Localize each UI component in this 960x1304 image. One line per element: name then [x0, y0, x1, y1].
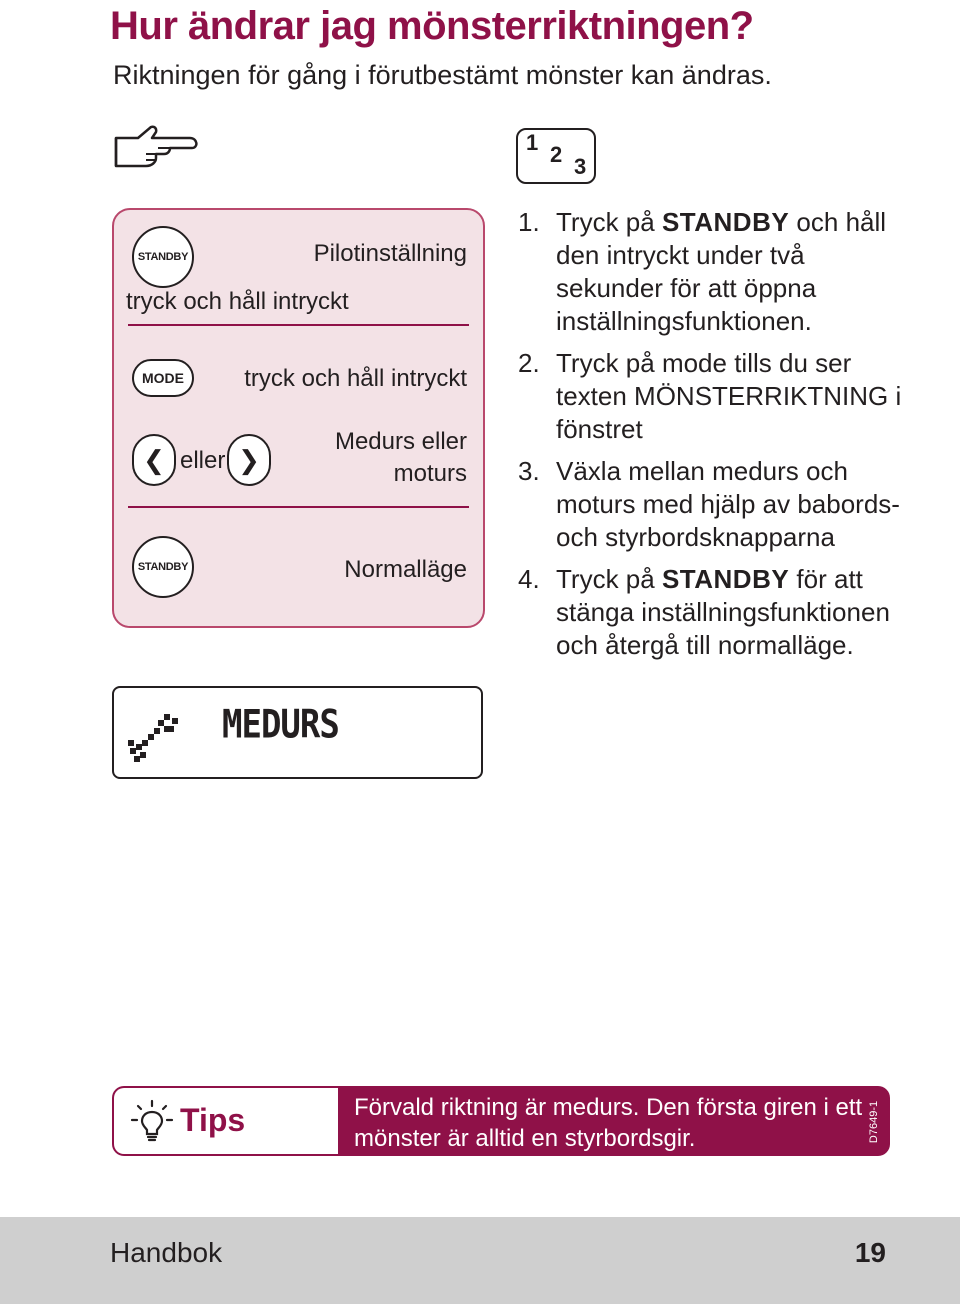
tips-header [114, 1088, 338, 1154]
page-subtitle: Riktningen för gång i förutbestämt mönster kan ändras. [113, 60, 772, 90]
tips-box [112, 1086, 890, 1156]
panel-divider-1 [128, 324, 469, 326]
standby-button-bottom[interactable]: STANDBY [132, 536, 194, 598]
tips-line: Förvald riktning är medurs. Den första giren i ett [354, 1094, 863, 1121]
page-title: Hur ändrar jag mönsterriktningen? [110, 4, 754, 48]
step-text: sekunder för att öppna [556, 273, 817, 303]
lcd-text: MEDURS [222, 702, 339, 748]
panel-divider-2 [128, 506, 469, 508]
steps-123-icon [516, 128, 596, 184]
page-footer [0, 1217, 960, 1304]
tips-line: mönster är alltid en styrbordsgir. [354, 1125, 696, 1152]
standby-button-top[interactable]: STANDBY [132, 226, 194, 288]
lightbulb-icon [130, 1098, 174, 1144]
standby-keyword: STANDBY [661, 564, 790, 594]
normal-mode-label: Normalläge [344, 556, 467, 583]
step-number: 4. [518, 564, 540, 594]
press-hold-label-1: tryck och håll intryckt [126, 288, 349, 315]
standby-keyword: STANDBY [661, 207, 790, 237]
starboard-arrow-button[interactable] [227, 434, 271, 486]
step-text: moturs med hjälp av babords- [556, 489, 900, 519]
lcd-display [112, 686, 483, 779]
tips-label: Tips [180, 1102, 246, 1138]
manual-label: Handbok [110, 1237, 223, 1268]
step-text: och återgå till normalläge. [556, 630, 854, 660]
document-code: D7649-1 [868, 1100, 880, 1144]
pointing-hand-icon [112, 124, 198, 170]
port-arrow-button[interactable] [132, 434, 176, 486]
step-text: fönstret [556, 414, 643, 444]
pilot-setting-label: Pilotinställning [313, 240, 467, 267]
direction-label-line2: moturs [393, 460, 467, 487]
step-text: Tryck på [556, 207, 662, 237]
step-text: den intryckt under två [556, 240, 805, 270]
page-number: 19 [854, 1237, 886, 1268]
step-text: och håll [789, 207, 887, 237]
steps-digit-2: 2 [550, 142, 563, 167]
press-hold-label-2: tryck och håll intryckt [244, 365, 467, 392]
or-label: eller [180, 447, 226, 474]
control-panel [112, 208, 485, 628]
step-number: 2. [518, 348, 540, 378]
steps-digit-1: 1 [526, 130, 539, 155]
step-text: Tryck på mode tills du ser [556, 348, 852, 378]
step-text: Tryck på [556, 564, 662, 594]
step-text: och styrbordsknapparna [556, 522, 835, 552]
direction-label-line1: Medurs eller [334, 428, 467, 455]
chevron-left-icon: ❮ [143, 444, 165, 475]
step-text: stänga inställningsfunktionen [556, 597, 890, 627]
chevron-right-icon: ❯ [238, 444, 260, 475]
tips-text [354, 1092, 862, 1154]
step-text: för att [789, 564, 863, 594]
step-text: inställningsfunktionen. [556, 306, 812, 336]
wrench-icon [124, 708, 180, 764]
mode-button[interactable]: MODE [132, 359, 194, 397]
step-text: Växla mellan medurs och [556, 456, 848, 486]
step-number: 1. [518, 207, 540, 237]
step-number: 3. [518, 456, 540, 486]
steps-digit-3: 3 [574, 154, 587, 179]
step-text: texten MÖNSTERRIKTNING i [556, 381, 902, 411]
